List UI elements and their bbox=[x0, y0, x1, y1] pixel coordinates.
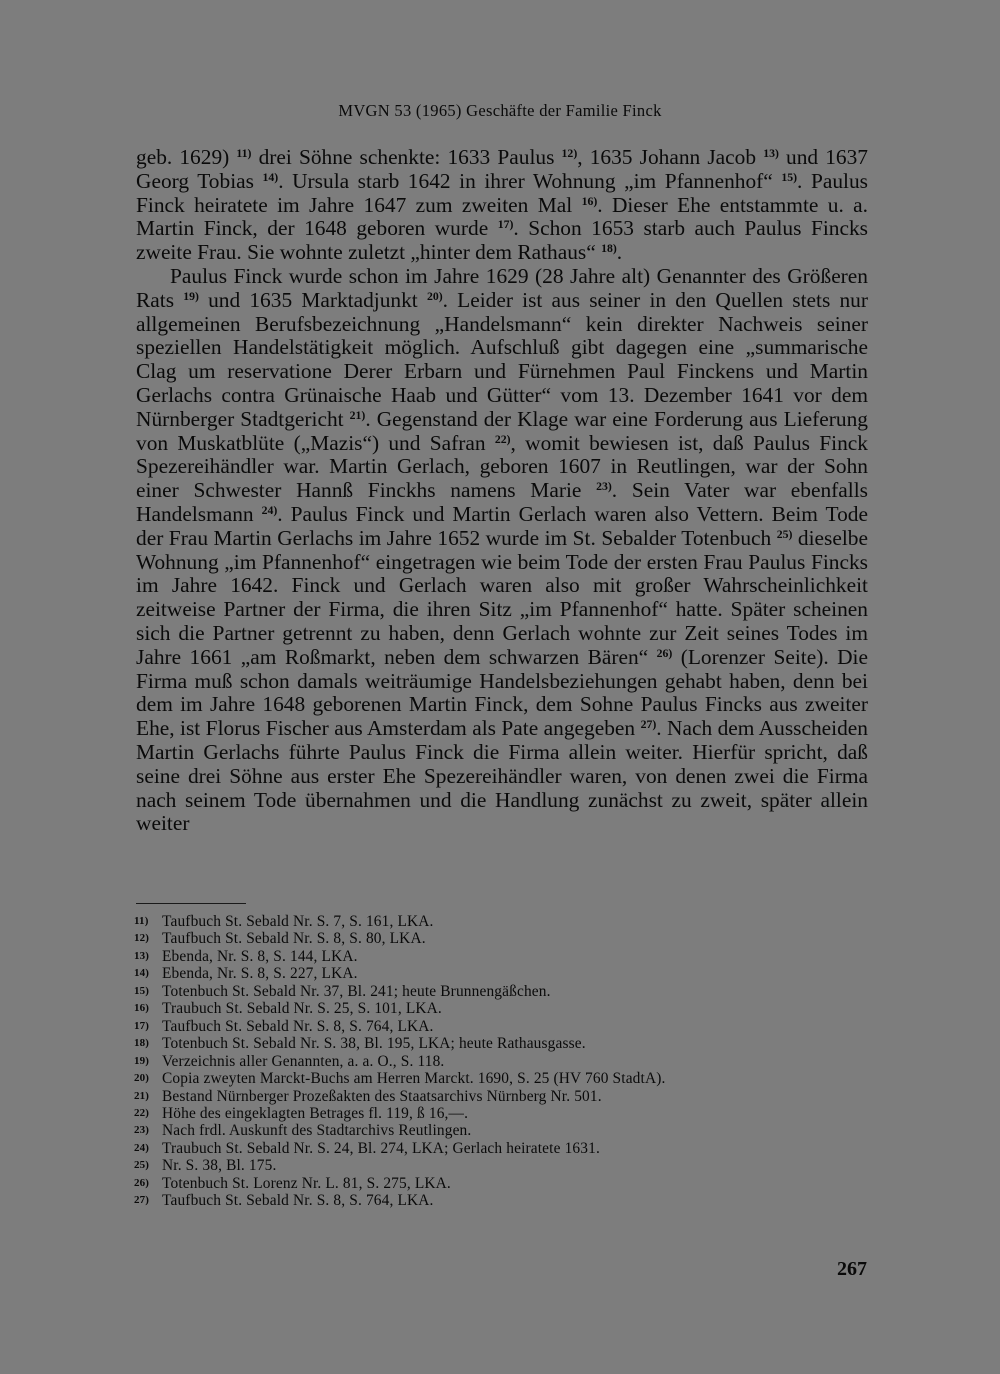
text-run: , 1635 Johann Jacob bbox=[577, 145, 764, 169]
footnote-number: 23) bbox=[134, 1124, 150, 1137]
footnote-text: Taufbuch St. Sebald Nr. S. 8, S. 80, LKA. bbox=[162, 930, 426, 948]
text-run: . Schon 1653 starb auch Paulus Fincks zweite Frau. Sie wohnte zuletzt „hinter dem Rathaus“ bbox=[136, 216, 868, 265]
footnote-text: Nr. S. 38, Bl. 175. bbox=[162, 1157, 277, 1175]
footnote bbox=[134, 1157, 854, 1174]
footnote-number: 14) bbox=[134, 967, 150, 980]
footnote-reference: 11) bbox=[236, 146, 252, 160]
footnote-number: 21) bbox=[134, 1089, 150, 1102]
footnote bbox=[134, 1035, 854, 1052]
body-text bbox=[136, 146, 868, 836]
footnote-number: 18) bbox=[134, 1037, 150, 1050]
footnote bbox=[134, 1175, 854, 1192]
footnote bbox=[134, 913, 854, 930]
running-head: MVGN 53 (1965) Geschäfte der Familie Finck bbox=[338, 101, 662, 120]
footnote-number: 24) bbox=[134, 1141, 150, 1154]
footnote-number: 15) bbox=[134, 984, 150, 997]
footnote-reference: 26) bbox=[656, 646, 673, 660]
footnote-text: Verzeichnis aller Genannten, a. a. O., S. 118. bbox=[162, 1052, 445, 1070]
footnote bbox=[134, 1018, 854, 1035]
text-run: . Sein Vater war ebenfalls Handelsmann bbox=[136, 478, 868, 526]
text-run: dieselbe Wohnung „im Pfannenhof“ eingetragen wie beim Tode der ersten Frau Paulus Fincks im Jahre 1642. Finck und Gerlach waren also mit großer Wahrscheinlichkeit zeitweise Partner der Firma, die ihren Sitz „im Pfannenhof“ hatte. Später scheinen sich die Partner getrennt zu haben, denn Gerlach wohnte zur Zeit seines Todes im Jahre 1661 „am Roßmarkt, neben dem schwarzen Bären“ bbox=[136, 525, 868, 669]
footnote-number: 22) bbox=[134, 1106, 150, 1119]
footnotes bbox=[134, 913, 854, 1210]
text-run: . bbox=[616, 240, 623, 265]
footnote-number: 11) bbox=[134, 915, 149, 927]
footnote bbox=[134, 930, 854, 947]
footnote bbox=[134, 948, 854, 965]
footnote-number: 27) bbox=[134, 1194, 150, 1207]
footnote bbox=[134, 1105, 854, 1122]
footnote-reference: 23) bbox=[596, 480, 612, 494]
footnote-reference: 13) bbox=[763, 146, 779, 160]
footnote bbox=[134, 1053, 854, 1070]
footnote-reference: 19) bbox=[183, 289, 199, 303]
footnote-number: 17) bbox=[134, 1019, 150, 1032]
footnote-text: Höhe des eingeklagten Betrages fl. 119, ß 16,—. bbox=[162, 1104, 469, 1122]
footnote-reference: 20) bbox=[426, 289, 443, 303]
text-run: . Nach dem Ausscheiden Martin Gerlachs führte Paulus Finck die Firma allein weiter. Hierfür spricht, daß seine drei Söhne aus erster Ehe Spezereihändler waren, von denen zwei die Firma nach seinem Tode übernahmen und die Handlung zunächst zu zweit, später allein weiter bbox=[136, 716, 868, 836]
text-run: und 1635 Marktadjunkt bbox=[198, 287, 427, 312]
paragraph bbox=[136, 265, 868, 836]
footnote-number: 26) bbox=[134, 1176, 150, 1189]
footnote-number: 25) bbox=[134, 1159, 150, 1172]
footnote bbox=[134, 1122, 854, 1139]
footnote-reference: 14) bbox=[262, 170, 279, 184]
text-run: geb. 1629) bbox=[136, 145, 237, 169]
footnote-number: 19) bbox=[134, 1054, 150, 1067]
footnote-number: 20) bbox=[134, 1072, 150, 1085]
footnote-reference: 25) bbox=[776, 527, 793, 541]
footnote-number: 12) bbox=[134, 932, 150, 945]
text-run: . Paulus Finck und Martin Gerlach waren also Vettern. Beim Tode der Frau Martin Gerlachs im Jahre 1652 wurde im St. Sebalder Totenbuch bbox=[136, 501, 868, 550]
text-run: drei Söhne schenkte: 1633 Paulus bbox=[251, 145, 562, 169]
footnote bbox=[134, 1070, 854, 1087]
footnote-reference: 12) bbox=[561, 146, 578, 160]
footnote-text: Totenbuch St. Sebald Nr. 37, Bl. 241; heute Brunnengäßchen. bbox=[162, 982, 551, 1000]
text-run: (Lorenzer Seite). Die Firma muß schon damals weiträumige Handelsbeziehungen gehabt haben, denn bei dem im Jahre 1648 geborenen Martin Finck, dem Sohne Paulus Fincks aus zweiter Ehe, ist Florus Fischer aus Amsterdam als Pate angegeben bbox=[136, 644, 868, 741]
text-run: . Leider ist aus seiner in den Quellen stets nur allgemeinen Berufsbezeichnung „Handelsmann“ kein direkter Nachweis seiner speziellen Handelstätigkeit möglich. Aufschluß gibt dagegen eine „summarische Clag um reservatione Derer Erbarn und Fürnehmen Paul Finckens und Martin Gerlachs contra Grünaische Haab und Gütter“ vom 13. Dezember 1641 vor dem Nürnberger Stadtgericht bbox=[136, 287, 868, 431]
footnote-reference: 27) bbox=[640, 718, 657, 732]
footnote-text: Taufbuch St. Sebald Nr. S. 7, S. 161, LKA. bbox=[162, 913, 434, 930]
text-run: . Gegenstand der Klage war eine Forderung aus Lieferung von Muskatblüte („Mazis“) und Safran bbox=[136, 406, 868, 455]
footnote-text: Totenbuch St. Lorenz Nr. L. 81, S. 275, LKA. bbox=[162, 1174, 451, 1192]
footnote-number: 13) bbox=[134, 949, 150, 962]
footnote bbox=[134, 1088, 854, 1105]
footnote-text: Copia zweyten Marckt-Buchs am Herren Marckt. 1690, S. 25 (HV 760 StadtA). bbox=[162, 1070, 666, 1088]
footnote-text: Traubuch St. Sebald Nr. S. 24, Bl. 274, LKA; Gerlach heiratete 1631. bbox=[162, 1139, 600, 1157]
text-run: . Paulus Finck heiratete im Jahre 1647 zum zweiten Mal bbox=[136, 168, 868, 217]
footnote-text: Ebenda, Nr. S. 8, S. 144, LKA. bbox=[162, 947, 358, 965]
footnote-text: Nach frdl. Auskunft des Stadtarchivs Reutlingen. bbox=[162, 1122, 472, 1140]
footnote bbox=[134, 1192, 854, 1209]
paragraph bbox=[136, 146, 868, 265]
footnote-number: 16) bbox=[134, 1002, 150, 1015]
footnote bbox=[134, 965, 854, 982]
text-run: . Ursula starb 1642 in ihrer Wohnung „im Pfannenhof“ bbox=[278, 168, 782, 193]
footnote-text: Taufbuch St. Sebald Nr. S. 8, S. 764, LKA. bbox=[162, 1017, 434, 1035]
footnote-separator bbox=[136, 903, 246, 904]
page-number: 267 bbox=[837, 1258, 867, 1280]
footnote-text: Bestand Nürnberger Prozeßakten des Staatsarchivs Nürnberg Nr. 501. bbox=[162, 1087, 602, 1105]
footnote bbox=[134, 1140, 854, 1157]
footnote-reference: 18) bbox=[601, 242, 617, 256]
text-run: . Dieser Ehe entstammte u. a. Martin Finck, der 1648 geboren wurde bbox=[136, 192, 868, 241]
footnote bbox=[134, 1000, 854, 1017]
footnote-reference: 17) bbox=[497, 218, 514, 232]
footnote-reference: 21) bbox=[349, 408, 366, 422]
footnote-reference: 16) bbox=[581, 194, 598, 208]
footnote-text: Taufbuch St. Sebald Nr. S. 8, S. 764, LKA. bbox=[162, 1192, 434, 1210]
text-run: Paulus Finck wurde schon im Jahre 1629 (28 Jahre alt) Genannter des Größeren Rats bbox=[136, 263, 868, 312]
footnote-text: Ebenda, Nr. S. 8, S. 227, LKA. bbox=[162, 965, 358, 983]
footnote-text: Totenbuch St. Sebald Nr. S. 38, Bl. 195, LKA; heute Rathausgasse. bbox=[162, 1035, 586, 1053]
footnote-reference: 22) bbox=[494, 432, 511, 446]
text-run: , womit bewiesen ist, daß Paulus Finck Spezereihändler war. Martin Gerlach, geboren 1607 in Reutlingen, war der Sohn einer Schwester Hannß Finckhs namens Marie bbox=[136, 430, 868, 503]
footnote-reference: 15) bbox=[781, 170, 798, 184]
text-run: und 1637 Georg Tobias bbox=[136, 145, 868, 193]
footnote bbox=[134, 983, 854, 1000]
footnote-text: Traubuch St. Sebald Nr. S. 25, S. 101, LKA. bbox=[162, 1000, 442, 1018]
footnote-reference: 24) bbox=[261, 503, 278, 517]
